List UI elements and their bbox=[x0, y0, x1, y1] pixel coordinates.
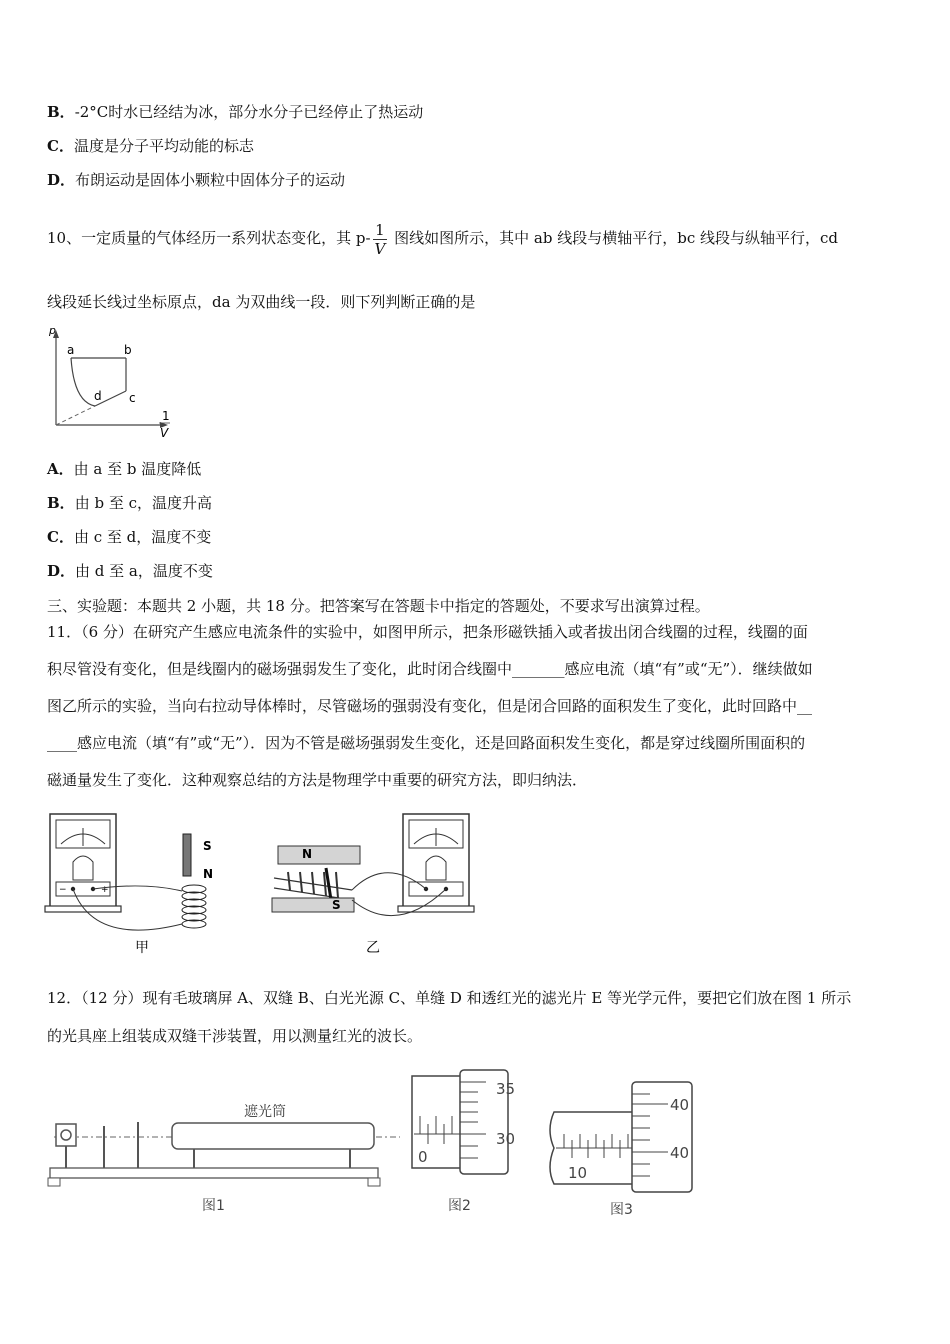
magnet-n-label: N bbox=[203, 867, 214, 881]
meter-coil-housing bbox=[426, 856, 446, 880]
option-key: A． bbox=[47, 460, 74, 478]
figure-3-label: 图3 bbox=[610, 1202, 633, 1218]
q10-fraction bbox=[373, 221, 388, 258]
figure-yi-label: 乙 bbox=[366, 940, 380, 956]
light-shield-tube bbox=[172, 1123, 374, 1149]
magnet-upper-pole bbox=[278, 846, 360, 864]
q11-line-4: ____感应电流（填“有”或“无”）．因为不管是磁场强弱发生变化，还是回路面积发生变化，都是穿过线圈所围面积的 bbox=[47, 734, 806, 752]
option-text: 温度是分子平均动能的标志 bbox=[73, 137, 254, 155]
light-bulb bbox=[61, 1130, 71, 1140]
figure-jia-label: 甲 bbox=[135, 940, 149, 956]
q10-option-c bbox=[47, 527, 211, 547]
option-text: 布朗运动是固体小颗粒中固体分子的运动 bbox=[75, 171, 346, 189]
option-text: 由 b 至 c，温度升高 bbox=[74, 494, 212, 512]
point-c: c bbox=[129, 391, 136, 405]
section-3-title: 三、实验题：本题共 2 小题，共 18 分。把答案写在答题卡中指定的答题处，不要求写出演算过程。 bbox=[47, 597, 710, 615]
q11-line-3: 图乙所示的实验，当向右拉动导体棒时，尽管磁场的强弱没有变化，但是闭合回路的面积发生了变化，此时回路中__ bbox=[47, 697, 813, 715]
field-arrow bbox=[300, 872, 302, 892]
q10-option-b bbox=[47, 493, 212, 513]
bench-foot bbox=[48, 1178, 60, 1186]
cd-extension bbox=[56, 406, 95, 425]
pole-s-label: S bbox=[332, 898, 341, 912]
q11-line-5: 磁通量发生了变化．这种观察总结的方法是物理学中重要的研究方法，即归纳法． bbox=[47, 771, 588, 789]
option-key: D． bbox=[47, 171, 76, 189]
field-arrow bbox=[288, 872, 290, 890]
q10-option-d bbox=[47, 561, 213, 581]
option-text: 由 a 至 b 温度降低 bbox=[73, 460, 202, 478]
figure-2-label: 图2 bbox=[448, 1198, 471, 1214]
magnet-lower-pole bbox=[272, 898, 354, 912]
main-scale-value: 0 bbox=[418, 1148, 428, 1166]
q11-line-1: 11．（6 分）在研究产生感应电流条件的实验中，如图甲所示，把条形磁铁插入或者拔出闭合线圈的过程，线圈的面 bbox=[47, 623, 808, 641]
point-a: a bbox=[67, 343, 75, 357]
thimble-value-top: 35 bbox=[496, 1080, 516, 1098]
point-d: d bbox=[94, 389, 102, 403]
option-text: 由 d 至 a，温度不变 bbox=[75, 562, 213, 580]
option-key: B． bbox=[47, 494, 75, 512]
figure-1-optical-bench bbox=[44, 1090, 404, 1220]
y-axis-label: p bbox=[49, 324, 56, 337]
x-axis-denominator: V bbox=[160, 426, 169, 440]
figure-2-micrometer bbox=[408, 1062, 538, 1220]
galvanometer-base bbox=[398, 906, 474, 912]
field-arrow bbox=[336, 872, 338, 898]
magnet-s-label: S bbox=[203, 839, 212, 853]
main-scale-value: 10 bbox=[568, 1164, 588, 1182]
figure-1-label: 图1 bbox=[202, 1198, 225, 1214]
q10-stem bbox=[47, 218, 838, 258]
q12-line-2: 的光具座上组装成双缝干涉装置，用以测量红光的波长。 bbox=[47, 1027, 423, 1045]
q9-option-c bbox=[47, 136, 254, 156]
option-key: C． bbox=[47, 528, 74, 546]
thimble-value-top: 40 bbox=[670, 1096, 690, 1114]
figure-3-micrometer bbox=[546, 1072, 712, 1222]
option-key: D． bbox=[47, 562, 76, 580]
pole-n-label: N bbox=[302, 847, 313, 861]
option-key: C． bbox=[47, 137, 74, 155]
figure-jia bbox=[44, 806, 244, 960]
bench-rail bbox=[50, 1168, 378, 1178]
pv-graph bbox=[40, 322, 190, 444]
bench-foot bbox=[368, 1178, 380, 1186]
thimble-value-mid: 30 bbox=[496, 1130, 516, 1148]
q10-stem-c: 线段延长线过坐标原点，da 为双曲线一段．则下列判断正确的是 bbox=[47, 293, 476, 311]
option-text: -2°C时水已经结为冰，部分水分子已经停止了热运动 bbox=[74, 103, 424, 121]
x-axis-numerator: 1 bbox=[162, 409, 170, 423]
curve-da bbox=[71, 358, 95, 406]
fraction-denominator: V bbox=[374, 239, 386, 258]
light-shield-tube-label: 遮光筒 bbox=[244, 1104, 286, 1120]
field-arrow bbox=[312, 872, 314, 894]
q9-option-b bbox=[47, 102, 423, 122]
q12-line-1: 12．（12 分）现有毛玻璃屏 A、双缝 B、白光光源 C、单缝 D 和透红光的滤光片 E 等光学元件，要把它们放在图 1 所示 bbox=[47, 989, 852, 1007]
q10-stem-b: 图线如图所示，其中 ab 线段与横轴平行，bc 线段与纵轴平行，cd bbox=[389, 229, 839, 247]
option-text: 由 c 至 d，温度不变 bbox=[73, 528, 212, 546]
bar-magnet bbox=[183, 834, 191, 876]
option-key: B． bbox=[47, 103, 75, 121]
meter-terminal-strip bbox=[409, 882, 463, 896]
meter-coil-housing bbox=[73, 856, 93, 880]
figure-yi bbox=[266, 806, 476, 960]
thimble-value-bottom: 40 bbox=[670, 1144, 690, 1162]
q9-option-d bbox=[47, 170, 345, 190]
q10-option-a bbox=[47, 459, 201, 479]
q11-line-2: 积尽管没有变化，但是线圈内的磁场强弱发生了变化，此时闭合线圈中_______感应电流（填“有”或“无”）．继续做如 bbox=[47, 660, 813, 678]
fraction-numerator: 1 bbox=[373, 221, 388, 240]
q10-stem-a: 10、一定质量的气体经历一系列状态变化，其 p- bbox=[47, 229, 371, 247]
point-b: b bbox=[124, 343, 132, 357]
meter-plus-sign: + bbox=[101, 885, 109, 895]
meter-minus-sign: − bbox=[59, 885, 67, 895]
